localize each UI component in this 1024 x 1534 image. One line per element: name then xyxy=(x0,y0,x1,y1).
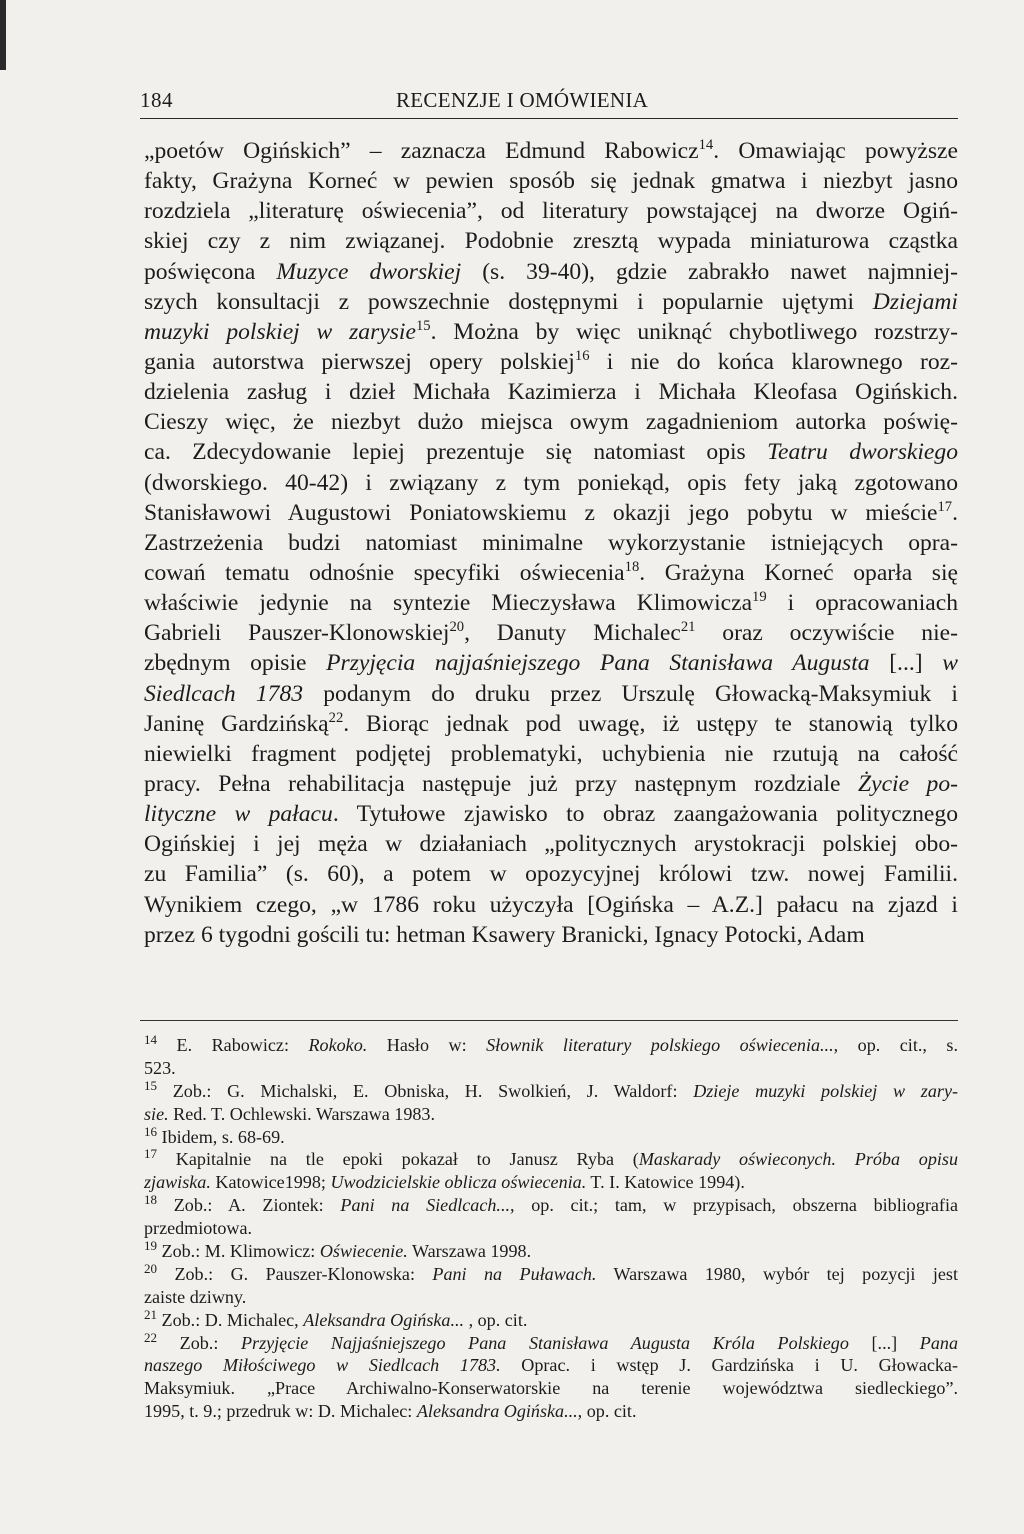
text-line: zbędnym opisie Przyjęcia najjaśniejszego Pana Stanisława Augusta [...] w xyxy=(144,650,958,677)
text-line: Cieszy więc, że niezbyt dużo miejsca owym zagadnieniom autorka poświę- xyxy=(144,409,958,436)
italic-title: Muzyce dworskiej xyxy=(276,258,462,285)
footnote-ref[interactable]: 18 xyxy=(624,558,640,575)
text-line: rozdziela „literaturę oświecenia”, od literatury powstającej na dworze Ogiń- xyxy=(144,198,958,225)
text-line: fakty, Grażyna Korneć w pewien sposób się jednak gmatwa i niezbyt jasno xyxy=(144,168,958,195)
text-line: właściwie jedynie na syntezie Mieczysława Klimowicza$^{19}$ i opracowaniach xyxy=(144,589,958,617)
footnote-19: $^{19}$ Zob.: M. Klimowicz: Oświecenie. Warszawa 1998. xyxy=(144,1237,532,1262)
text-line: ca. Zdecydowanie lepiej prezentuje się natomiast opis Teatru dworskiego xyxy=(144,439,958,466)
footnote-ref[interactable]: 17 xyxy=(937,498,953,515)
text-line: Wynikiem czego, „w 1786 roku użyczyła [Ogińska – A.Z.] pałacu na zjazd i xyxy=(144,891,958,918)
text-line: skiej czy z nim związanej. Podobnie zresztą wypada miniaturowa cząstka xyxy=(144,228,958,255)
footnote-14: $^{14}$ E. Rabowicz: Rokoko. Hasło w: Słownik literatury polskiego oświecenia..., op. cit., s. xyxy=(144,1031,958,1055)
page-number: 184 xyxy=(140,88,173,112)
text-line: Janinę Gardzińską$^{22}$. Biorąc jednak pod uwagę, iż ustępy te stanowią tylko xyxy=(144,709,958,737)
running-header xyxy=(140,84,958,119)
italic-title: muzyki polskiej w zarysie xyxy=(144,318,416,345)
footnotes xyxy=(144,1031,959,1423)
footnote-15: $^{15}$ Zob.: G. Michalski, E. Obniska, H. Swolkień, J. Waldorf: Dzieje muzyki polskiej w zary- xyxy=(144,1077,958,1101)
text-line: poświęcona Muzyce dworskiej (s. 39-40), gdzie zabrakło nawet najmniej- xyxy=(144,258,959,285)
footnote-20-cont: zaiste dziwny. xyxy=(144,1286,247,1307)
footnote-ref[interactable]: 14 xyxy=(698,136,714,153)
text-line: Siedlcach 1783 podanym do druku przez Urszulę Głowacką-Maksymiuk i xyxy=(144,680,958,707)
footnote-20: $^{20}$ Zob.: G. Pauszer-Klonowska: Pani na Puławach. Warszawa 1980, wybór tej pozycji jest xyxy=(144,1260,958,1284)
footnote-17: $^{17}$ Kapitalnie na tle epoki pokazał to Janusz Ryba (Maskarady oświeconych. Próba opisu xyxy=(144,1146,959,1170)
text-line: (dworskiego. 40-42) i związany z tym poniekąd, opis fety jaką zgotowano xyxy=(144,469,958,496)
footnote-ref[interactable]: 16 xyxy=(574,347,590,364)
footnote-22: $^{22}$ Zob.: Przyjęcie Najjaśniejszego Pana Stanisława Augusta Króla Polskiego [...] Pana xyxy=(144,1329,958,1353)
text-line: Gabrieli Pauszer-Klonowskiej$^{20}$, Danuty Michalec$^{21}$ oraz oczywiście nie- xyxy=(144,619,958,647)
footnote-18: $^{18}$ Zob.: A. Ziontek: Pani na Siedlcach..., op. cit.; tam, w przypisach, obszerna bibliografia xyxy=(144,1192,959,1216)
text-line: Stanisławowi Augustowi Poniatowskiemu z okazji jego pobytu w mieście$^{17}$. xyxy=(144,498,958,526)
footnote-ref[interactable]: 19 xyxy=(752,589,767,606)
main-text xyxy=(144,136,958,950)
text-line: dzielenia zasług i dzieł Michała Kazimierza i Michała Kleofasa Ogińskich. xyxy=(144,379,958,406)
footnote-ref[interactable]: 15 xyxy=(415,317,431,334)
scan-edge-mark xyxy=(0,0,6,70)
italic-title: lityczne w pałacu xyxy=(144,801,333,828)
italic-title: Siedlcach 1783 xyxy=(144,680,304,707)
footnote-18-cont: przedmiotowa. xyxy=(144,1218,253,1239)
footnote-21: $^{21}$ Zob.: D. Michalec, Aleksandra Ogińska... , op. cit. xyxy=(144,1306,528,1330)
italic-title: Przyjęcia najjaśniejszego Pana Stanisława Augusta xyxy=(326,650,870,677)
footnote-22-cont: Maksymiuk. „Prace Archiwalno-Konserwatorskie na terenie województwa siedleckiego”. xyxy=(144,1378,958,1399)
text-line: lityczne w pałacu. Tytułowe zjawisko to obraz zaangażowania politycznego xyxy=(144,801,959,828)
text-line: niewielki fragment podjętej problematyki, uchybienia nie rzutują na całość xyxy=(144,740,958,767)
footnote-ref[interactable]: 22 xyxy=(328,709,344,726)
footnote-17-cont: zjawiska. Katowice1998; Uwodzicielskie oblicza oświecenia. T. I. Katowice 1994). xyxy=(144,1172,745,1193)
footnote-16: $^{16}$ Ibidem, s. 68-69. xyxy=(144,1123,285,1147)
text-line: zu Familia” (s. 60), a potem w opozycyjnej królowi tzw. nowej Familii. xyxy=(144,861,958,888)
footnote-14-cont: 523. xyxy=(144,1057,176,1078)
text-line: gania autorstwa pierwszej opery polskiej$^{16}$ i nie do końca klarownego roz- xyxy=(144,347,958,375)
italic-title: Teatru dworskiego xyxy=(767,439,958,466)
text-line: „poetów Ogińskich” – zaznacza Edmund Rabowicz$^{14}$. Omawiając powyższe xyxy=(144,136,958,164)
footnote-22-cont: naszego Miłościwego w Siedlcach 1783. Oprac. i wstęp J. Gardzińska i U. Głowacka- xyxy=(144,1355,958,1376)
text-line: przez 6 tygodni gościli tu: hetman Ksawery Branicki, Ignacy Potocki, Adam xyxy=(144,921,865,948)
italic-title: Dziejami xyxy=(872,288,958,315)
footnote-22-cont: 1995, t. 9.; przedruk w: D. Michalec: Aleksandra Ogińska..., op. cit. xyxy=(144,1401,637,1422)
footnote-separator xyxy=(140,1020,958,1021)
footnote-ref[interactable]: 20 xyxy=(449,619,465,636)
text-line: Zastrzeżenia budzi natomiast minimalne wykorzystanie istniejących opra- xyxy=(144,529,958,556)
text-line: muzyki polskiej w zarysie$^{15}$. Można by więc uniknąć chybotliwego rozstrzy- xyxy=(144,317,958,345)
text-line: Ogińskiej i jej męża w działaniach „politycznych arystokracji polskiej obo- xyxy=(144,831,958,858)
text-line: szych konsultacji z powszechnie dostępnymi i popularnie ujętymi Dziejami xyxy=(144,288,958,315)
text-line: cowań tematu odnośnie specyfiki oświecenia$^{18}$. Grażyna Korneć oparła się xyxy=(144,558,958,586)
text-line: pracy. Pełna rehabilitacja następuje już przy następnym rozdziale Życie po- xyxy=(144,770,958,797)
italic-title: Życie po- xyxy=(857,770,958,797)
footnote-15-cont: sie. Red. T. Ochlewski. Warszawa 1983. xyxy=(144,1103,435,1124)
footnote-ref[interactable]: 21 xyxy=(680,619,696,636)
running-head-title: RECENZJE I OMÓWIENIA xyxy=(396,88,649,112)
